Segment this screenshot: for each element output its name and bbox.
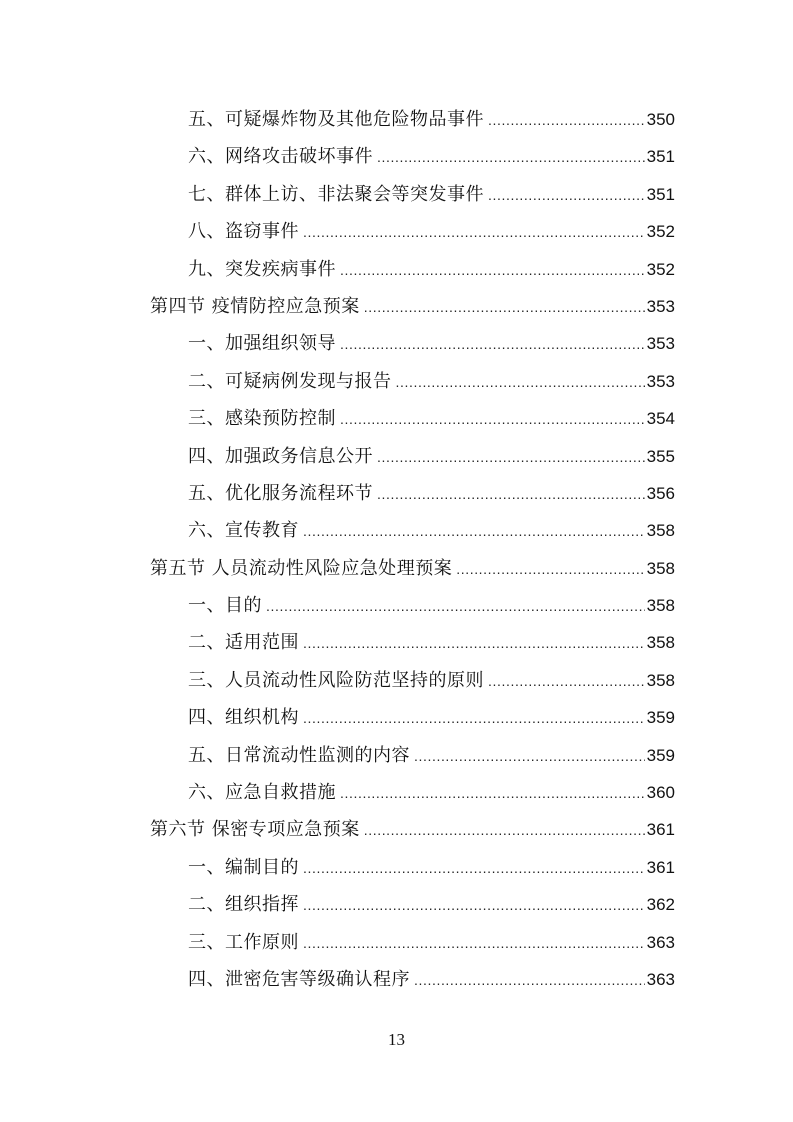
toc-leader-dots bbox=[303, 625, 645, 662]
toc-leader-dots bbox=[488, 177, 645, 214]
toc-subsection-entry[interactable] bbox=[150, 774, 675, 811]
toc-entry-title: 六、宣传教育 bbox=[188, 520, 299, 542]
toc-entry-title: 二、可疑病例发现与报告 bbox=[188, 370, 392, 392]
toc-entry-page: 362 bbox=[646, 895, 675, 915]
toc-subsection-entry[interactable] bbox=[150, 662, 675, 699]
toc-entry-page: 350 bbox=[646, 110, 675, 129]
toc-subsection-entry[interactable] bbox=[150, 849, 675, 886]
toc-leader-dots bbox=[456, 551, 644, 588]
toc-subsection-entry[interactable] bbox=[150, 699, 675, 736]
toc-leader-dots bbox=[340, 401, 645, 438]
toc-entry-page: 360 bbox=[646, 783, 675, 803]
toc-entry-title: 五、优化服务流程环节 bbox=[188, 482, 373, 504]
toc-entry-title: 六、应急自救措施 bbox=[188, 782, 336, 804]
toc-entry-page: 358 bbox=[646, 521, 675, 541]
toc-entry-page: 361 bbox=[646, 857, 675, 877]
toc-leader-dots bbox=[303, 513, 645, 550]
toc-entry-page: 351 bbox=[646, 184, 675, 204]
page-number: 13 bbox=[388, 1030, 405, 1049]
toc-leader-dots bbox=[266, 588, 645, 625]
toc-entry-page: 359 bbox=[646, 745, 675, 765]
toc-subsection-entry[interactable] bbox=[150, 101, 675, 138]
toc-leader-dots bbox=[303, 700, 645, 737]
toc-section-entry[interactable] bbox=[150, 550, 675, 587]
toc-subsection-entry[interactable] bbox=[150, 624, 675, 661]
toc-leader-dots bbox=[303, 214, 645, 251]
toc-entry-page: 355 bbox=[646, 446, 675, 466]
toc-subsection-entry[interactable] bbox=[150, 961, 675, 998]
toc-entry-page: 358 bbox=[646, 670, 675, 690]
toc-entry-page: 361 bbox=[646, 820, 675, 840]
toc-leader-dots bbox=[364, 812, 645, 849]
toc-entry-page: 353 bbox=[646, 334, 675, 354]
toc-subsection-entry[interactable] bbox=[150, 363, 675, 400]
toc-leader-dots bbox=[377, 476, 645, 513]
toc-leader-dots bbox=[303, 925, 645, 962]
toc-subsection-entry[interactable] bbox=[150, 438, 675, 475]
toc-leader-dots bbox=[414, 962, 645, 999]
toc-entry-page: 358 bbox=[646, 596, 675, 616]
toc-entry-page: 353 bbox=[646, 371, 675, 391]
toc-entry-title: 五、可疑爆炸物及其他危险物品事件 bbox=[188, 109, 484, 130]
toc-leader-dots bbox=[488, 663, 645, 700]
toc-leader-dots bbox=[340, 775, 645, 812]
toc-entry-title: 六、网络攻击破坏事件 bbox=[188, 146, 373, 168]
toc-subsection-entry[interactable] bbox=[150, 475, 675, 512]
toc-subsection-entry[interactable] bbox=[150, 325, 675, 362]
toc-leader-dots bbox=[340, 326, 645, 363]
table-of-contents bbox=[150, 101, 675, 998]
toc-leader-dots bbox=[377, 439, 645, 476]
toc-leader-dots bbox=[414, 738, 645, 775]
toc-subsection-entry[interactable] bbox=[150, 176, 675, 213]
toc-entry-page: 353 bbox=[646, 296, 675, 316]
toc-subsection-entry[interactable] bbox=[150, 512, 675, 549]
toc-subsection-entry[interactable] bbox=[150, 886, 675, 923]
toc-subsection-entry[interactable] bbox=[150, 587, 675, 624]
toc-section-entry[interactable] bbox=[150, 811, 675, 848]
toc-subsection-entry[interactable] bbox=[150, 213, 675, 250]
toc-leader-dots bbox=[303, 850, 645, 887]
toc-entry-title: 四、泄密危害等级确认程序 bbox=[188, 968, 410, 990]
toc-entry-title: 一、目的 bbox=[188, 595, 262, 617]
toc-entry-title: 第六节 保密专项应急预案 bbox=[150, 819, 360, 841]
toc-entry-title: 五、日常流动性监测的内容 bbox=[188, 744, 410, 766]
toc-entry-title: 第四节 疫情防控应急预案 bbox=[150, 295, 360, 317]
toc-entry-page: 363 bbox=[646, 932, 675, 952]
toc-leader-dots bbox=[303, 887, 645, 924]
toc-leader-dots bbox=[340, 252, 645, 289]
toc-section-entry[interactable] bbox=[150, 288, 675, 325]
toc-entry-page: 358 bbox=[646, 558, 675, 578]
toc-entry-title: 一、编制目的 bbox=[188, 856, 299, 878]
toc-leader-dots bbox=[364, 289, 645, 326]
toc-entry-title: 一、加强组织领导 bbox=[188, 333, 336, 355]
toc-subsection-entry[interactable] bbox=[150, 251, 675, 288]
toc-entry-title: 四、组织机构 bbox=[188, 707, 299, 729]
toc-subsection-entry[interactable] bbox=[150, 924, 675, 961]
toc-entry-title: 七、群体上访、非法聚会等突发事件 bbox=[188, 183, 484, 205]
toc-leader-dots bbox=[377, 139, 645, 176]
toc-entry-title: 三、人员流动性风险防范坚持的原则 bbox=[188, 669, 484, 691]
toc-entry-page: 354 bbox=[646, 409, 675, 429]
toc-entry-title: 九、突发疾病事件 bbox=[188, 258, 336, 280]
toc-entry-page: 358 bbox=[646, 633, 675, 653]
toc-subsection-entry[interactable] bbox=[150, 737, 675, 774]
toc-entry-page: 363 bbox=[646, 969, 675, 989]
toc-subsection-entry[interactable] bbox=[150, 400, 675, 437]
toc-leader-dots bbox=[396, 364, 645, 401]
toc-subsection-entry[interactable] bbox=[150, 138, 675, 175]
toc-leader-dots bbox=[488, 102, 645, 139]
toc-entry-page: 356 bbox=[646, 483, 675, 503]
toc-entry-title: 二、适用范围 bbox=[188, 632, 299, 654]
toc-entry-page: 359 bbox=[646, 708, 675, 728]
toc-entry-title: 第五节 人员流动性风险应急处理预案 bbox=[150, 557, 453, 579]
toc-entry-title: 三、感染预防控制 bbox=[188, 408, 336, 430]
toc-entry-title: 三、工作原则 bbox=[188, 931, 299, 953]
toc-entry-page: 351 bbox=[646, 147, 675, 167]
toc-entry-page: 352 bbox=[646, 259, 675, 279]
toc-entry-title: 八、盗窃事件 bbox=[188, 221, 299, 243]
toc-entry-title: 二、组织指挥 bbox=[188, 894, 299, 916]
toc-entry-title: 四、加强政务信息公开 bbox=[188, 445, 373, 467]
toc-entry-page: 352 bbox=[646, 222, 675, 242]
